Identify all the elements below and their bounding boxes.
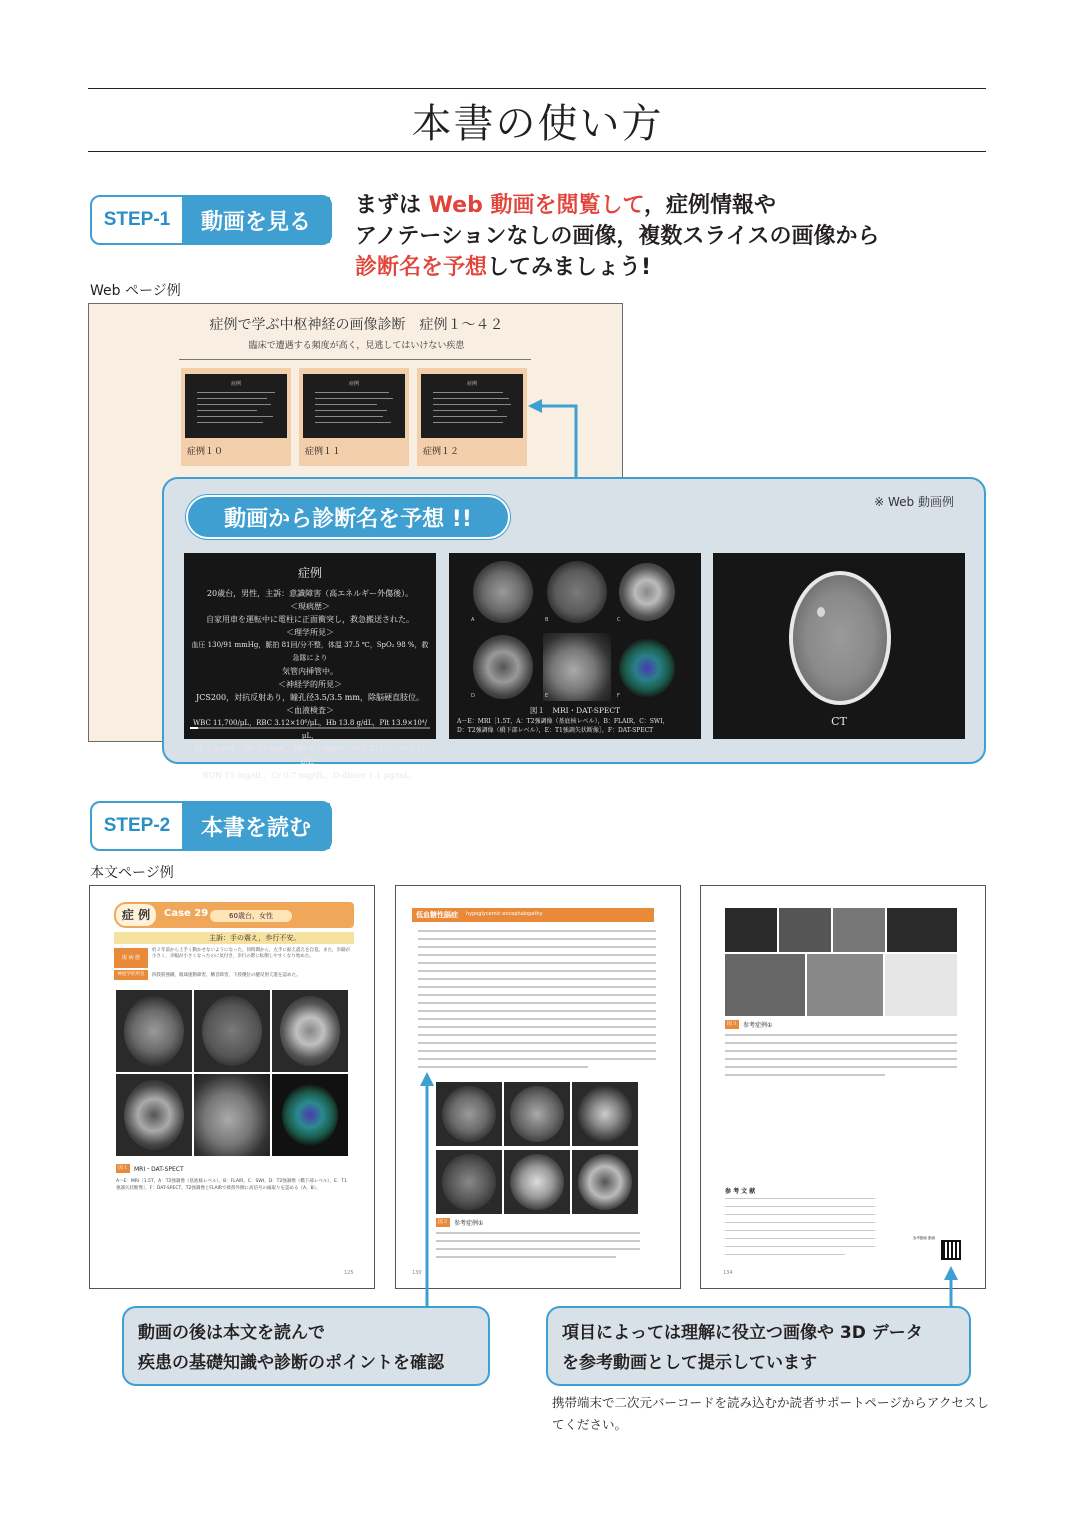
ref-mri <box>807 954 883 1016</box>
book-fig-tag: 図２ <box>437 1219 448 1225</box>
note-reference-video <box>546 1306 971 1386</box>
video-example-callout <box>162 477 986 780</box>
ref-mri <box>833 908 885 952</box>
book-fig-title: MRI・DAT-SPECT <box>134 1166 184 1173</box>
ref-mri <box>572 1082 638 1146</box>
qr-code-icon[interactable] <box>941 1240 961 1260</box>
mri-image-c <box>619 563 675 621</box>
title-top-rule <box>88 88 986 89</box>
thumbnail-screen <box>303 374 405 438</box>
arrow-to-qr-code <box>939 1264 963 1312</box>
video-thumbnail[interactable] <box>181 368 291 466</box>
lead-line3-red: 診断名を予想 <box>355 255 488 280</box>
mri-image-e <box>543 633 611 701</box>
ref-mri <box>887 908 957 952</box>
ct-lesion <box>817 607 825 617</box>
ref-mri <box>725 908 777 952</box>
book-page-case <box>89 885 375 1289</box>
ref-mri <box>436 1150 502 1214</box>
figure-label: D <box>471 693 475 699</box>
lead-part1-red: Web 動画を閲覧して <box>428 193 645 218</box>
footnote-line: 携帯端末で二次元バーコードを読み込むか読者サポートページからアクセスし <box>552 1395 989 1410</box>
figure-label: B <box>545 617 549 623</box>
web-page-divider <box>179 359 531 360</box>
history-text: 約２年前から上手く動かせないようになった。同時期から，左手に振え震えを自覚。また，歩隔が小さく，歩幅が小さくなったのに気付き，歩行の際に転倒しやすくなり始めた。 <box>152 948 350 959</box>
step-1-label: 動画を見る <box>182 197 330 243</box>
footnote-line: てください。 <box>552 1417 628 1432</box>
lead-part1: まずは <box>355 193 429 218</box>
thumbnail-label: 症例１１ <box>305 447 342 457</box>
predict-diagnosis-pill: 動画から診断名を予想 !! <box>186 495 510 539</box>
qr-footnote <box>552 1392 992 1436</box>
figure-label: F <box>617 693 620 699</box>
section-header: 低血糖性脳症 <box>416 911 458 919</box>
thumbnail-label: 症例１２ <box>423 447 460 457</box>
video-thumbnail[interactable] <box>299 368 409 466</box>
thumbnail-heading: 症例 <box>348 381 359 387</box>
arrow-to-thumbnail <box>520 395 600 485</box>
book-page-references <box>700 885 986 1289</box>
case-line: 気管内挿管中。 <box>282 667 338 676</box>
case-line: 20歳台，男性，主訴：意識障害（高エネルギー外傷後）。 <box>206 589 414 598</box>
mri-figure-video-frame[interactable] <box>449 553 701 739</box>
ref-mri <box>504 1150 570 1214</box>
note-read-body <box>122 1306 490 1386</box>
figure-label: E <box>545 693 549 699</box>
case-line: ＜血液検査＞ <box>286 706 334 715</box>
title-bottom-rule <box>88 151 986 152</box>
page-title: 本書の使い方 <box>411 101 664 147</box>
chief-complaint: 主訴：手の震え，歩行不安。 <box>114 932 354 944</box>
note-line: 項目によっては理解に役立つ画像や 3D データ <box>562 1323 923 1343</box>
history-head: 現 病 歴 <box>114 948 148 968</box>
mri-image-d <box>473 635 533 699</box>
case-line: JCS200，対抗反射あり，瞳孔径3.5/3.5 mm，除脳硬直肢位。 <box>196 693 424 702</box>
step-1-number: STEP-1 <box>103 209 171 230</box>
web-page-title: 症例で学ぶ中枢神経の画像診断 症例１～４２ <box>209 317 504 333</box>
ref-mri <box>572 1150 638 1214</box>
lead-part1-end: ，症例情報や <box>644 193 777 218</box>
book-fig-title: 参考症例① <box>743 1022 773 1029</box>
case-tag: 症 例 <box>116 904 156 926</box>
note-line: 疾患の基礎知識や診断のポイントを確認 <box>138 1353 444 1373</box>
figure-caption-title: 図１ MRI・DAT-SPECT <box>529 706 621 715</box>
case-line: ＜現病歴＞ <box>290 602 330 611</box>
body-page-caption: 本文ページ例 <box>90 865 174 881</box>
case-line: TP 5.9 g/dL，Alb 3.4 g/dL，TBil 0.7 mg/dL，AST 22 U/L，ALT 12 U/L， <box>194 745 426 766</box>
neuro-text: 四肢筋強剛，眼球運動障害，構音障害，下肢優位の腱反射亢進を認めた。 <box>152 973 301 978</box>
step-2-label: 本書を読む <box>182 803 330 849</box>
figure-caption-line: D：T2強調像（橋下部レベル），E：T1強調矢状断像］，F：DAT-SPECT <box>457 727 654 734</box>
lead-line3-end: してみましょう! <box>487 255 652 280</box>
ref-mri <box>725 954 805 1016</box>
thumbnail-screen <box>185 374 287 438</box>
video-thumbnail[interactable] <box>417 368 527 466</box>
note-line: 動画の後は本文を読んで <box>138 1323 325 1343</box>
note-line: を参考動画として提示しています <box>562 1353 817 1373</box>
ref-mri <box>436 1082 502 1146</box>
ref-angiogram <box>885 954 957 1016</box>
arrow-to-body-text <box>415 1070 439 1310</box>
book-fig-tag: 図３ <box>726 1021 737 1027</box>
web-page-subtitle: 臨床で遭遇する頻度が高く，見逃してはいけない疾患 <box>248 341 465 351</box>
step-1-lead <box>355 190 879 283</box>
case-number: Case 29 <box>164 908 209 919</box>
ref-mri <box>504 1082 570 1146</box>
page-number: 125 <box>344 1270 354 1276</box>
spect-image-f <box>619 639 675 697</box>
lead-line2: アノテーションなしの画像，複数スライスの画像から <box>355 224 880 249</box>
section-header-en: hypoglycemic encephalopathy <box>466 911 543 917</box>
case-line: 血圧 130/91 mmHg，脈拍 81回/分不整，体温 37.5 ℃，SpO₂ 98 %，救急隊により <box>191 641 429 662</box>
step-2-badge <box>90 801 332 851</box>
book-mri-d <box>116 1074 192 1156</box>
web-video-example-note: ※ Web 動画例 <box>874 495 954 509</box>
book-mri-b <box>194 990 270 1072</box>
ref-mri <box>779 908 831 952</box>
book-spect-f <box>272 1074 348 1156</box>
book-fig-title: 参考症例① <box>454 1220 484 1227</box>
thumbnail-screen <box>421 374 523 438</box>
case-heading: 症例 <box>297 566 322 580</box>
step-2-number: STEP-2 <box>103 815 171 836</box>
thumbnail-heading: 症例 <box>230 381 241 387</box>
figure-caption-line: A～E：MRI［1.5T，A：T2強調像（基底核レベル），B：FLAIR，C：SWI， <box>457 718 669 725</box>
web-page-caption: Web ページ例 <box>90 283 181 299</box>
page-number: 134 <box>723 1270 733 1276</box>
neuro-head: 神経学的所見 <box>114 970 148 980</box>
ct-video-frame[interactable] <box>713 553 965 739</box>
book-mri-c <box>272 990 348 1072</box>
case-line: ＜神経学的所見＞ <box>278 680 342 689</box>
references-title: 参 考 文 献 <box>725 1188 756 1195</box>
case-line: BUN 15 mg/dL，Cr 0.7 mg/dL，D-dimer 1.1 μg/mL。 <box>202 771 418 780</box>
mri-image-b <box>547 561 607 623</box>
case-text <box>188 587 432 782</box>
book-fig-text: A～E：MRI［1.5T，A：T2強調像（基底核レベル），B：FLAIR，C：SWI，D：T2強調像（橋下部レベル），E：T1強調矢状断像］，F：DAT-SPECT。T2強調像とFLAIRで被殻外側に高信号の縁取りを認める（A，B）。 <box>116 1179 347 1191</box>
ct-brain-image <box>789 571 891 705</box>
thumbnail-heading: 症例 <box>466 381 477 387</box>
case-line: WBC 11,700/μL，RBC 3.12×10⁶/μL，Hb 13.8 g/dL，Plt 13.9×10⁴/μL， <box>192 719 428 740</box>
qr-label: 参考動画 動画 <box>913 1236 936 1240</box>
case-line: 自家用車を運転中に電柱に正面衝突し，救急搬送された。 <box>206 615 414 624</box>
thumbnail-label: 症例１０ <box>187 447 224 457</box>
case-info-video-frame[interactable] <box>184 553 436 780</box>
book-fig-tag: 図１ <box>117 1165 128 1171</box>
video-progress-bar[interactable] <box>190 727 430 729</box>
ct-label: CT <box>831 715 847 728</box>
patient-info: 60歳台，女性 <box>210 910 292 922</box>
figure-label: C <box>617 617 621 623</box>
page-number: 130 <box>412 1270 422 1276</box>
case-line: ＜理学所見＞ <box>286 628 334 637</box>
figure-label: A <box>471 617 475 623</box>
book-mri-a <box>116 990 192 1072</box>
book-mri-e <box>194 1074 270 1156</box>
video-progress-fill <box>190 727 198 729</box>
mri-image-a <box>473 561 533 623</box>
step-1-badge <box>90 195 332 245</box>
